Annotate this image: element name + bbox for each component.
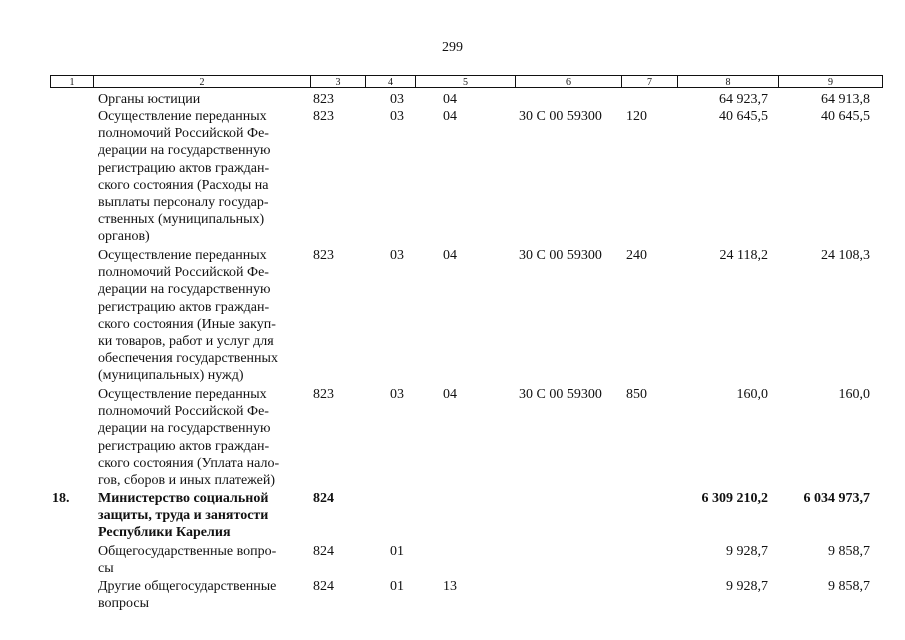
header-col-4: 4 (365, 75, 415, 88)
row-col-8: 6 309 210,2 (701, 491, 768, 506)
header-col-6: 6 (515, 75, 621, 88)
row-name: Осуществление переданных полномочий Российской Фе- дерации на государственную регистрацию актов граждан- ского состояния (Иные закуп- ки товаров, работ и услуг для обеспечения государственных (муниципальных) нужд) (98, 248, 278, 384)
header-col-5: 5 (415, 75, 515, 88)
row-col-8: 40 645,5 (719, 109, 768, 124)
row-col-8: 160,0 (736, 387, 768, 402)
page-number: 299 (442, 40, 463, 55)
row-number: 18. (52, 491, 70, 506)
row-col-7: 120 (626, 109, 647, 124)
row-col-4: 03 (390, 248, 404, 263)
header-col-7: 7 (621, 75, 677, 88)
row-col-3: 824 (313, 579, 334, 594)
row-name: Другие общегосударственные вопросы (98, 579, 277, 612)
row-col-9: 160,0 (838, 387, 870, 402)
row-col-9: 6 034 973,7 (803, 491, 870, 506)
row-col-7: 850 (626, 387, 647, 402)
row-col-5: 04 (443, 92, 457, 107)
row-col-3: 823 (313, 109, 334, 124)
row-name: Министерство социальной защиты, труда и занятости Республики Карелия (98, 491, 269, 541)
row-col-4: 03 (390, 109, 404, 124)
row-col-3: 824 (313, 544, 334, 559)
header-col-9: 9 (778, 75, 883, 88)
row-col-5: 04 (443, 248, 457, 263)
row-col-9: 9 858,7 (828, 544, 870, 559)
header-col-2: 2 (93, 75, 310, 88)
row-col-9: 64 913,8 (821, 92, 870, 107)
header-col-8: 8 (677, 75, 778, 88)
row-name: Осуществление переданных полномочий Российской Фе- дерации на государственную регистрацию актов граждан- ского состояния (Расходы на выплаты персоналу государ- ственных (муниципальных) органов) (98, 109, 271, 245)
row-col-8: 24 118,2 (719, 248, 768, 263)
row-col-6: 30 С 00 59300 (519, 109, 602, 124)
row-col-6: 30 С 00 59300 (519, 248, 602, 263)
row-name: Осуществление переданных полномочий Российской Фе- дерации на государственную регистрацию актов граждан- ского состояния (Уплата нало- гов, сборов и иных платежей) (98, 387, 280, 489)
row-col-3: 824 (313, 491, 334, 506)
row-col-8: 64 923,7 (719, 92, 768, 107)
row-col-7: 240 (626, 248, 647, 263)
row-col-5: 04 (443, 109, 457, 124)
row-col-4: 01 (390, 544, 404, 559)
row-col-4: 01 (390, 579, 404, 594)
row-col-5: 13 (443, 579, 457, 594)
row-col-8: 9 928,7 (726, 544, 768, 559)
row-col-3: 823 (313, 248, 334, 263)
row-col-9: 40 645,5 (821, 109, 870, 124)
row-col-8: 9 928,7 (726, 579, 768, 594)
row-name: Органы юстиции (98, 92, 201, 107)
row-col-6: 30 С 00 59300 (519, 387, 602, 402)
row-col-9: 24 108,3 (821, 248, 870, 263)
row-col-4: 03 (390, 92, 404, 107)
row-col-3: 823 (313, 387, 334, 402)
row-col-9: 9 858,7 (828, 579, 870, 594)
header-col-1: 1 (50, 75, 93, 88)
row-col-5: 04 (443, 387, 457, 402)
table-header (50, 75, 905, 89)
row-col-3: 823 (313, 92, 334, 107)
header-col-3: 3 (310, 75, 365, 88)
row-col-4: 03 (390, 387, 404, 402)
row-name: Общегосударственные вопро- сы (98, 544, 277, 577)
